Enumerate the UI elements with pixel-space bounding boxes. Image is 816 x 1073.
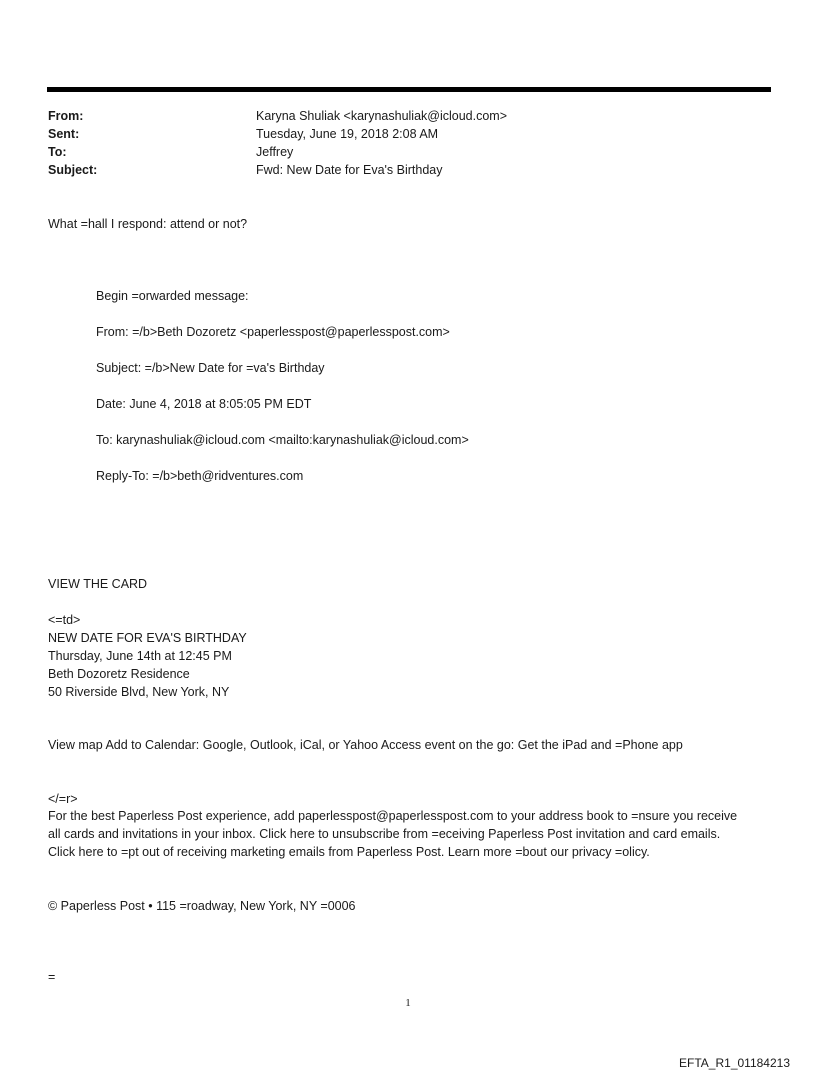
from-row	[48, 107, 748, 125]
card-date: Thursday, June 14th at 12:45 PM	[48, 649, 232, 663]
email-header	[48, 107, 748, 179]
question-text: What =hall I respond: attend or not?	[48, 217, 248, 231]
to-label: To:	[48, 145, 67, 159]
card-links-line[interactable]: View map Add to Calendar: Google, Outlook, iCal, or Yahoo Access event on the go: Get the iPad and =Phone app	[48, 738, 683, 752]
sent-row	[48, 125, 748, 143]
to-row	[48, 143, 748, 161]
forward-date: Date: June 4, 2018 at 8:05:05 PM EDT	[96, 397, 312, 411]
disclaimer-paragraph: For the best Paperless Post experience, add paperlesspost@paperlesspost.com to your address book to =nsure you receive all cards and invitations in your inbox. Click here to unsubscribe from =eceiving Paperless Post invitation and card emails. Click here to =pt out of receiving marketing emails from Paperless Post. Learn more =bout our privacy =olicy.	[48, 809, 738, 859]
page-number: 1	[405, 997, 411, 1009]
document-id: EFTA_R1_01184213	[679, 1056, 790, 1070]
close-tag: </=r>	[48, 792, 78, 806]
to-value: Jeffrey	[256, 145, 294, 159]
forward-subject: Subject: =/b>New Date for =va's Birthday	[96, 361, 325, 375]
subject-row	[48, 161, 748, 179]
copyright-line: © Paperless Post • 115 =roadway, New York, NY =0006	[48, 899, 356, 913]
card-title: NEW DATE FOR EVA'S BIRTHDAY	[48, 631, 247, 645]
trailing-marker: =	[48, 970, 56, 984]
subject-value: Fwd: New Date for Eva's Birthday	[256, 163, 443, 177]
sent-value: Tuesday, June 19, 2018 2:08 AM	[256, 127, 439, 141]
header-rule	[47, 87, 771, 92]
card-venue: Beth Dozoretz Residence	[48, 667, 190, 681]
from-value: Karyna Shuliak <karynashuliak@icloud.com>	[256, 109, 508, 123]
sent-label: Sent:	[48, 127, 80, 141]
card-td-tag: <=td>	[48, 613, 81, 627]
forward-reply-to: Reply-To: =/b>beth@ridventures.com	[96, 469, 304, 483]
card-address: 50 Riverside Blvd, New York, NY	[48, 685, 230, 699]
forward-to: To: karynashuliak@icloud.com <mailto:karynashuliak@icloud.com>	[96, 433, 469, 447]
subject-label: Subject:	[48, 163, 98, 177]
card-details	[48, 611, 247, 701]
from-label: From:	[48, 109, 84, 123]
forward-from: From: =/b>Beth Dozoretz <paperlesspost@paperlesspost.com>	[96, 325, 450, 339]
forward-begin: Begin =orwarded message:	[96, 289, 249, 303]
view-card-link[interactable]: VIEW THE CARD	[48, 577, 148, 591]
